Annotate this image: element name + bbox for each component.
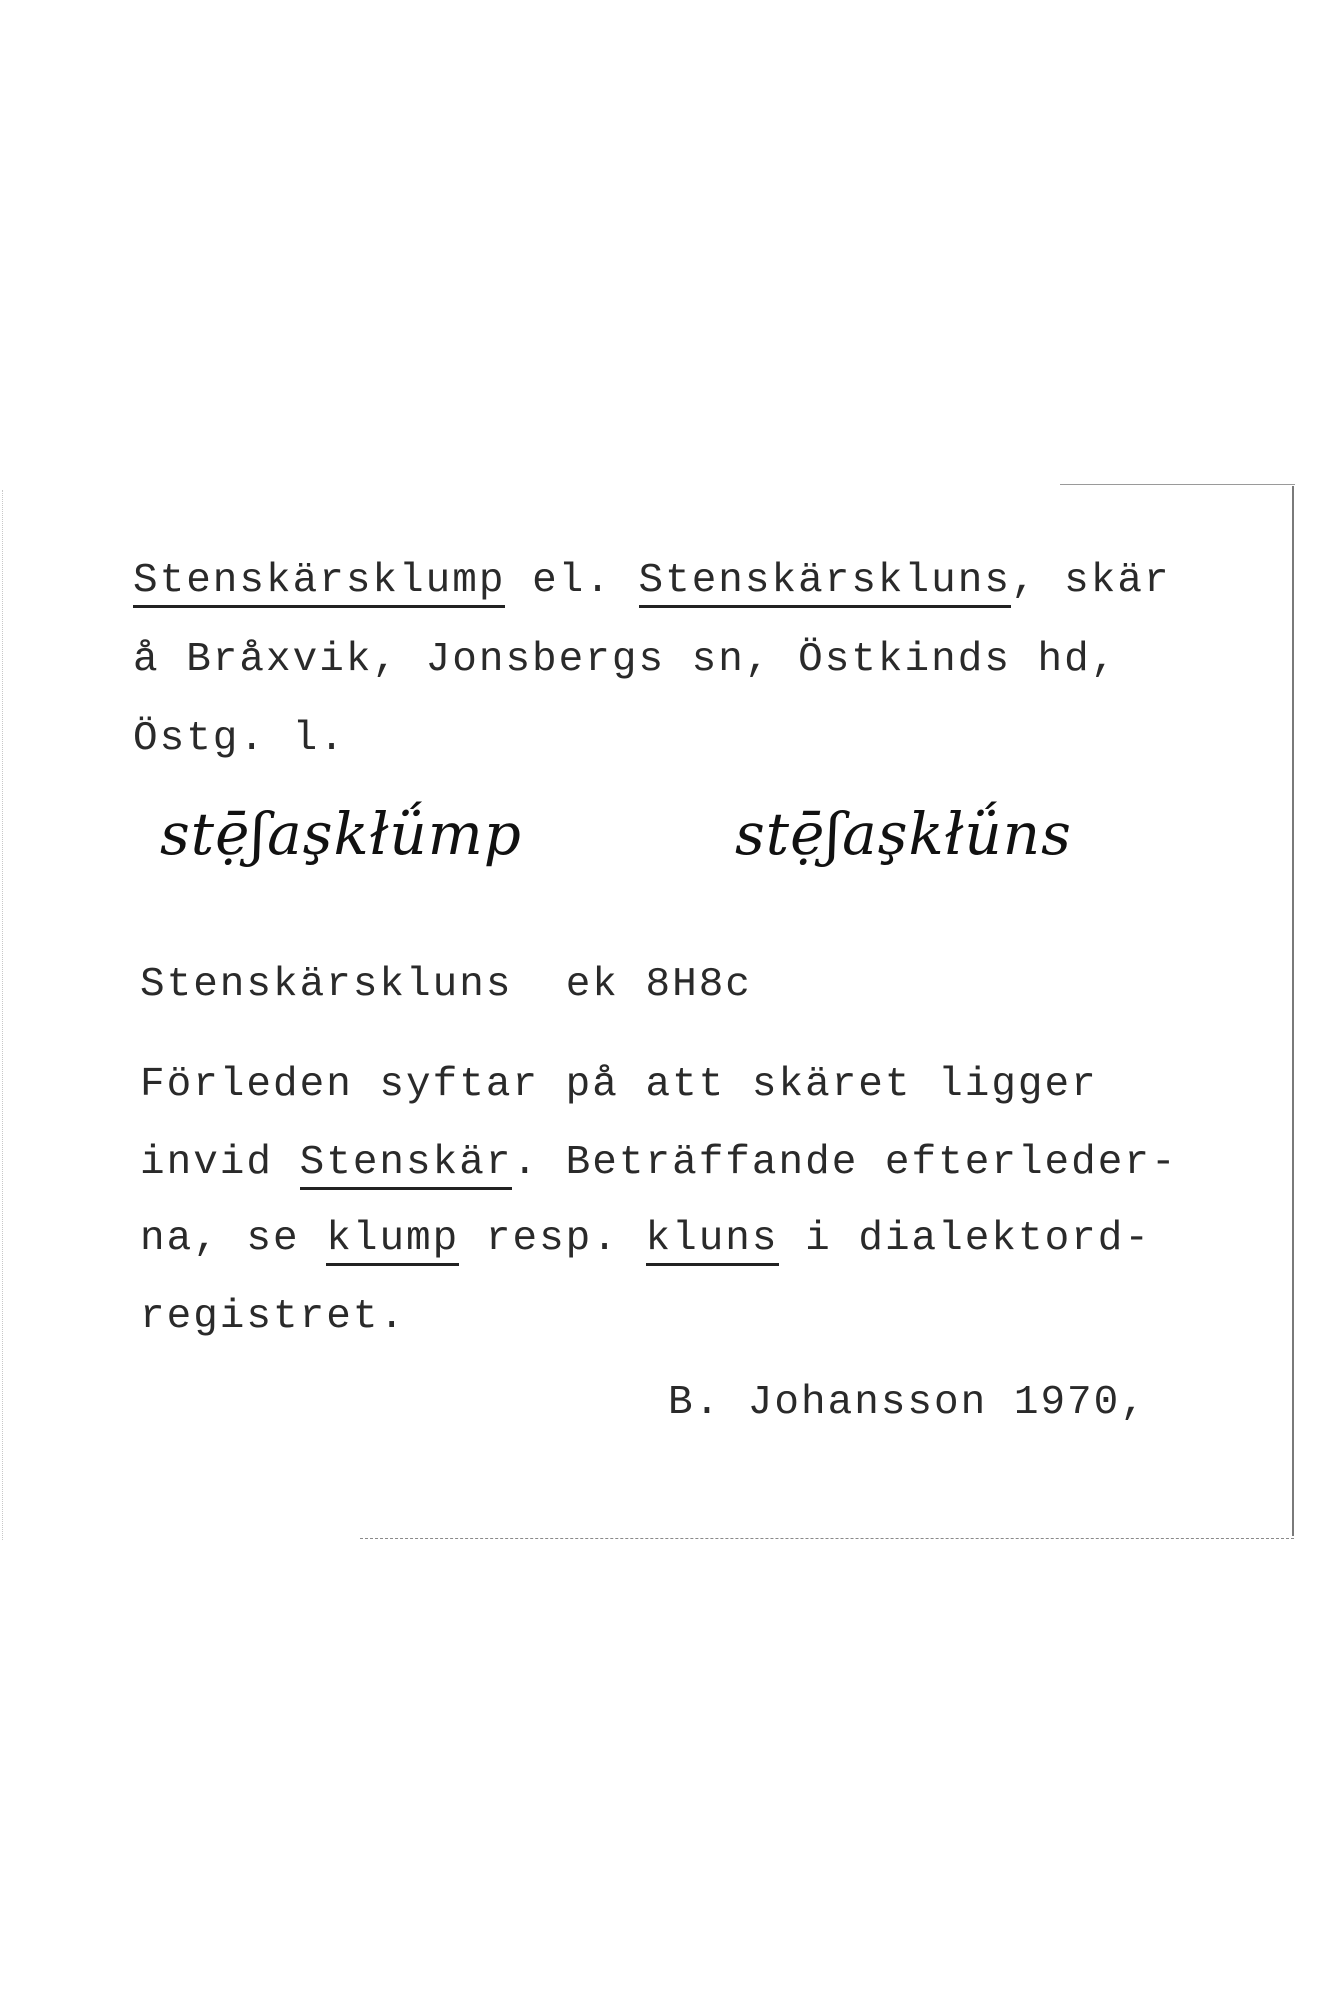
code-name: Stenskärskluns (140, 962, 513, 1008)
comment-text: na, se (140, 1216, 327, 1262)
heading-line-1 (133, 558, 1171, 604)
link-kluns: kluns (646, 1216, 779, 1266)
card-edge-top (1060, 484, 1295, 485)
phonetic-form-2: stẹ̄ʃaşkłǘns (735, 800, 1072, 868)
phonetic-form-1: stẹ̄ʃaşkłǘmp (160, 800, 522, 868)
comment-line-1: Förleden syftar på att skäret ligger (140, 1062, 1098, 1108)
heading-line-3: Östg. l. (133, 716, 346, 762)
link-stenskar: Stenskär (300, 1140, 513, 1190)
conjunction: el. (532, 558, 612, 604)
code-line (140, 962, 752, 1008)
link-klump: klump (326, 1216, 459, 1266)
comment-text: invid (140, 1140, 300, 1186)
comment-text: resp. (459, 1216, 646, 1262)
heading-rest: , skär (1010, 558, 1171, 604)
scan-edge-speckle (2, 490, 9, 1540)
comment-line-2 (140, 1140, 1178, 1186)
map-code: ek 8H8c (565, 962, 752, 1008)
card-edge-right (1292, 486, 1294, 1536)
card-edge-bottom (360, 1538, 1294, 1539)
place-name-2: Stenskärskluns (639, 558, 1011, 608)
place-name-1: Stenskärsklump (133, 558, 505, 608)
comment-text: . Beträffande efterleder- (512, 1140, 1178, 1186)
comment-line-3 (140, 1216, 1151, 1262)
comment-line-4: registret. (140, 1294, 407, 1340)
heading-line-2: å Bråxvik, Jonsbergs sn, Östkinds hd, (133, 637, 1118, 683)
signature: B. Johansson 1970, (668, 1380, 1147, 1426)
comment-text: i dialektord- (778, 1216, 1151, 1262)
